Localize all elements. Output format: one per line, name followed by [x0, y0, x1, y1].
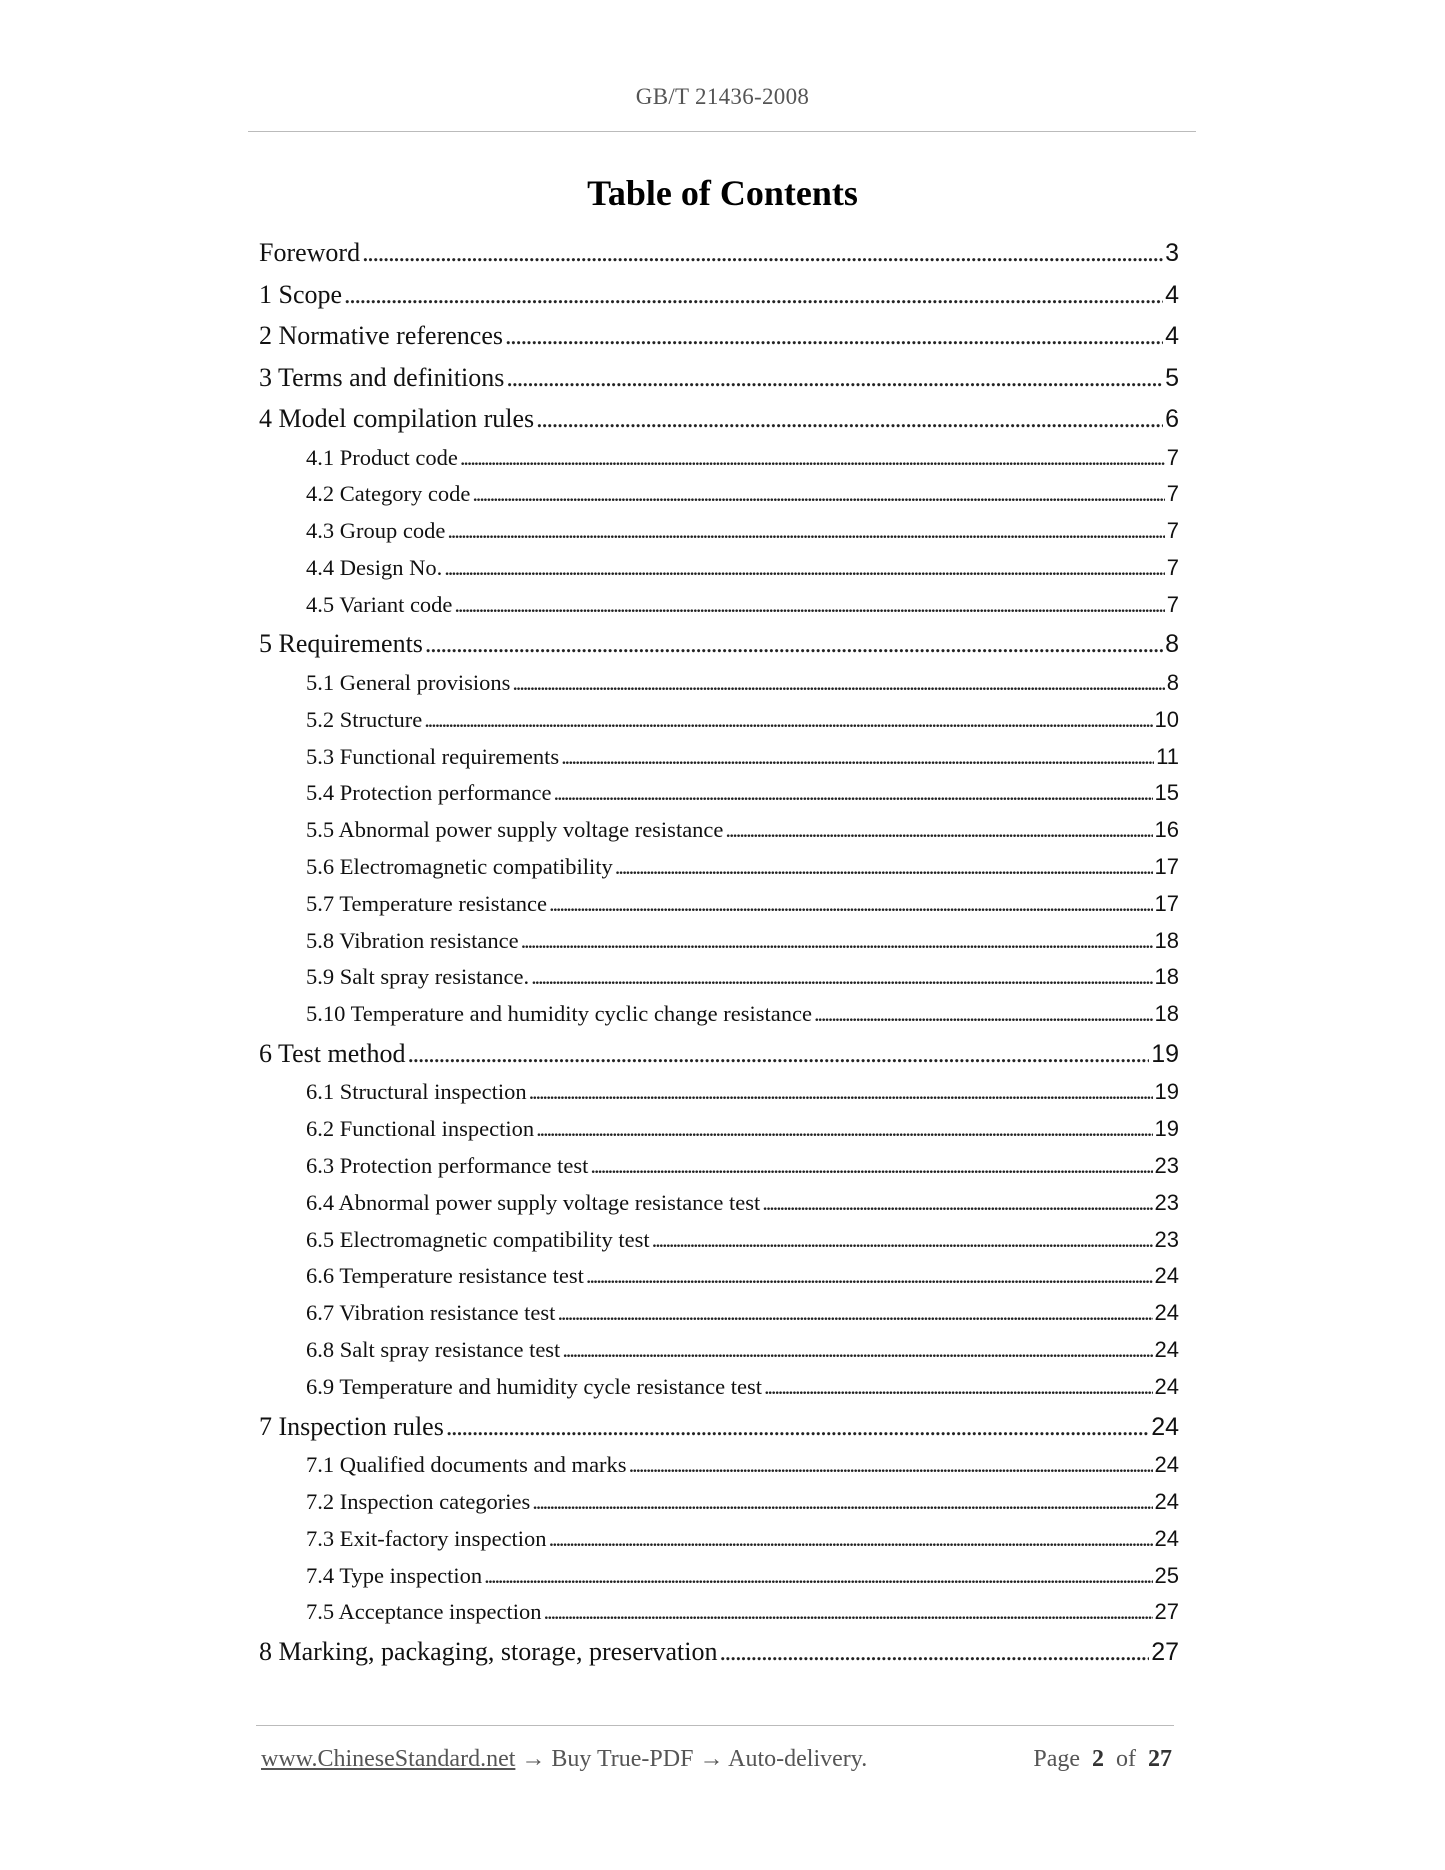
toc-entry-page: 18: [1154, 927, 1179, 953]
dot-leader: [512, 665, 1164, 702]
dot-leader: [532, 1484, 1152, 1521]
toc-entry-page: 4: [1165, 322, 1179, 350]
toc-entry[interactable]: [259, 1258, 1179, 1295]
toc-entry-label: 6.7 Vibration resistance test: [306, 1300, 556, 1326]
dot-leader: [344, 274, 1163, 316]
toc-entry[interactable]: [259, 996, 1179, 1033]
toc-entry-page: 7: [1166, 591, 1179, 617]
toc-title: Table of Contents: [587, 173, 858, 213]
toc-entry[interactable]: [259, 1406, 1179, 1448]
dot-leader: [544, 1594, 1153, 1631]
toc-entry-page: 7: [1166, 554, 1179, 580]
dot-leader: [444, 550, 1165, 587]
toc-entry[interactable]: [259, 1447, 1179, 1484]
toc-entry-page: 24: [1154, 1263, 1179, 1289]
toc-entry[interactable]: [259, 923, 1179, 960]
toc-entry-label: Foreword: [259, 238, 361, 267]
toc-entry-label: 7 Inspection rules: [259, 1411, 444, 1441]
toc-entry-page: 18: [1154, 1001, 1179, 1027]
toc-entry-label: 5.9 Salt spray resistance.: [306, 964, 530, 990]
toc-entry-label: 4.2 Category code: [306, 481, 471, 507]
dot-leader: [814, 996, 1153, 1033]
dot-leader: [362, 232, 1163, 274]
toc-entry-label: 4.4 Design No.: [306, 554, 443, 580]
dot-leader: [424, 702, 1152, 739]
toc-entry[interactable]: [259, 1222, 1179, 1259]
toc-entry[interactable]: [259, 623, 1179, 665]
toc-entry[interactable]: [259, 513, 1179, 550]
toc-entry-label: 5.4 Protection performance: [306, 780, 552, 806]
toc-entry-label: 8 Marking, packaging, storage, preservation: [259, 1637, 718, 1667]
dot-leader: [549, 886, 1152, 923]
toc-entry-page: 24: [1151, 1412, 1179, 1441]
toc-entry[interactable]: [259, 886, 1179, 923]
toc-entry[interactable]: [259, 1484, 1179, 1521]
dot-leader: [460, 440, 1165, 477]
toc-entry-label: 7.1 Qualified documents and marks: [306, 1452, 627, 1478]
toc-entry[interactable]: [259, 959, 1179, 996]
toc-entry-label: 5.10 Temperature and humidity cyclic change resistance: [306, 1001, 812, 1027]
page-indicator: [1033, 1746, 1172, 1773]
toc-entry-page: 17: [1154, 890, 1179, 916]
toc-entry[interactable]: [259, 1033, 1179, 1075]
toc-entry-page: 23: [1154, 1189, 1179, 1215]
toc-entry-label: 5 Requirements: [259, 629, 423, 659]
toc-entry-label: 6 Test method: [259, 1038, 406, 1068]
footer-divider: [256, 1725, 1174, 1726]
toc-entry-label: 5.1 General provisions: [306, 669, 511, 695]
toc-entry-label: 6.8 Salt spray resistance test: [306, 1337, 561, 1363]
toc-entry-label: 5.8 Vibration resistance: [306, 927, 519, 953]
toc-entry-page: 25: [1154, 1562, 1179, 1588]
toc-entry-page: 6: [1165, 405, 1179, 433]
dot-leader: [536, 398, 1163, 440]
toc-entry-page: 7: [1166, 444, 1179, 470]
toc-entry[interactable]: [259, 1148, 1179, 1185]
toc-entry[interactable]: [259, 476, 1179, 513]
dot-leader: [554, 775, 1153, 812]
dot-leader: [529, 1074, 1153, 1111]
toc-entry-label: 4.3 Group code: [306, 518, 446, 544]
toc-entry[interactable]: [259, 665, 1179, 702]
toc-entry-page: 18: [1154, 964, 1179, 990]
dot-leader: [764, 1369, 1153, 1406]
toc-entry-page: 15: [1154, 780, 1179, 806]
toc-entry-page: 27: [1154, 1599, 1179, 1625]
dot-leader: [447, 513, 1164, 550]
toc-entry-label: 5.6 Electromagnetic compatibility: [306, 853, 613, 879]
dot-leader: [521, 923, 1153, 960]
toc-entry-page: 19: [1154, 1116, 1179, 1142]
dot-leader: [484, 1558, 1152, 1595]
toc-entry-page: 11: [1156, 743, 1179, 769]
toc-entry-label: 5.3 Functional requirements: [306, 743, 560, 769]
toc-entry-label: 1 Scope: [259, 279, 343, 309]
toc-entry-label: 6.6 Temperature resistance test: [306, 1263, 584, 1289]
header-divider: [248, 131, 1196, 132]
dot-leader: [762, 1185, 1152, 1222]
toc-entry-label: 2 Normative references: [259, 321, 503, 350]
toc-entry-page: 3: [1165, 239, 1179, 267]
toc-entry-label: 7.3 Exit-factory inspection: [306, 1525, 547, 1551]
toc-entry-label: 4 Model compilation rules: [259, 404, 535, 433]
toc-entry-label: 5.2 Structure: [306, 706, 423, 732]
toc-entry[interactable]: [259, 1074, 1179, 1111]
toc-entry-label: 7.4 Type inspection: [306, 1562, 483, 1588]
toc-entry-page: 8: [1166, 669, 1179, 695]
toc-entry-label: 3 Terms and definitions: [259, 362, 505, 392]
toc-entry[interactable]: [259, 1111, 1179, 1148]
toc-entry-page: 24: [1154, 1525, 1179, 1551]
toc-entry-page: 27: [1151, 1638, 1179, 1667]
toc-entry-label: 6.4 Abnormal power supply voltage resistance test: [306, 1189, 761, 1215]
dot-leader: [506, 357, 1163, 399]
dot-leader: [652, 1222, 1153, 1259]
toc-entry-label: 6.5 Electromagnetic compatibility test: [306, 1226, 650, 1252]
dot-leader: [629, 1447, 1153, 1484]
dot-leader: [536, 1111, 1152, 1148]
toc-entry[interactable]: [259, 812, 1179, 849]
toc-entry-label: 7.5 Acceptance inspection: [306, 1599, 542, 1625]
dot-leader: [425, 623, 1163, 665]
toc-entry[interactable]: [259, 1631, 1179, 1673]
page-total: 27: [1148, 1746, 1172, 1772]
toc-entry-page: 7: [1166, 518, 1179, 544]
dot-leader: [562, 1332, 1152, 1369]
toc-entry[interactable]: [259, 1332, 1179, 1369]
dot-leader: [557, 1295, 1152, 1332]
toc-entry[interactable]: [259, 440, 1179, 477]
toc-entry-page: 24: [1154, 1488, 1179, 1514]
dot-leader: [615, 849, 1153, 886]
dot-leader: [590, 1148, 1152, 1185]
toc-entry[interactable]: [259, 1558, 1179, 1595]
dot-leader: [505, 315, 1163, 357]
toc-entry[interactable]: [259, 1295, 1179, 1332]
toc-entry-label: 6.9 Temperature and humidity cycle resistance test: [306, 1373, 762, 1399]
dot-leader: [549, 1521, 1153, 1558]
toc-entry-page: 24: [1154, 1337, 1179, 1363]
toc-entry-page: 24: [1154, 1300, 1179, 1326]
toc-entry-page: 7: [1166, 481, 1179, 507]
buy-pdf-text: Buy True-PDF: [551, 1746, 694, 1772]
toc-entry-label: 4.1 Product code: [306, 444, 458, 470]
dot-leader: [407, 1033, 1149, 1075]
toc-entry[interactable]: [259, 775, 1179, 812]
toc-entry-page: 23: [1154, 1226, 1179, 1252]
toc-entry[interactable]: [259, 702, 1179, 739]
of-word: of: [1116, 1746, 1136, 1772]
auto-delivery-text: Auto-delivery.: [728, 1746, 868, 1772]
dot-leader: [725, 812, 1152, 849]
toc-entry-label: 4.5 Variant code: [306, 591, 453, 617]
dot-leader: [586, 1258, 1153, 1295]
page-current: 2: [1092, 1746, 1104, 1772]
toc-entry[interactable]: [259, 1594, 1179, 1631]
toc-entry-page: 23: [1154, 1153, 1179, 1179]
dot-leader: [472, 476, 1164, 513]
toc-entry[interactable]: [259, 315, 1179, 357]
dot-leader: [719, 1631, 1149, 1673]
footer-promo: [261, 1746, 867, 1773]
dot-leader: [561, 739, 1154, 776]
toc-entry[interactable]: [259, 1521, 1179, 1558]
toc-entry[interactable]: [259, 849, 1179, 886]
page-word: Page: [1033, 1746, 1080, 1772]
toc-entry[interactable]: [259, 274, 1179, 316]
toc-entry[interactable]: [259, 739, 1179, 776]
toc-entry-page: 16: [1154, 817, 1179, 843]
toc-entry-label: 7.2 Inspection categories: [306, 1488, 531, 1514]
toc-entry[interactable]: [259, 587, 1179, 624]
toc-entry-page: 19: [1154, 1079, 1179, 1105]
toc-entry-page: 24: [1154, 1373, 1179, 1399]
toc-entry-page: 19: [1151, 1039, 1179, 1068]
toc-entry-page: 8: [1165, 630, 1179, 659]
dot-leader: [454, 587, 1164, 624]
toc-entry-page: 10: [1154, 706, 1179, 732]
toc-entry-label: 6.2 Functional inspection: [306, 1116, 535, 1142]
toc-entry[interactable]: [259, 357, 1179, 399]
toc-entry-label: 5.7 Temperature resistance: [306, 890, 548, 916]
arrow-right-icon: →: [699, 1746, 724, 1772]
dot-leader: [446, 1406, 1149, 1448]
toc-entry[interactable]: [259, 1369, 1179, 1406]
toc-entry-label: 5.5 Abnormal power supply voltage resistance: [306, 817, 724, 843]
toc-entry-page: 5: [1165, 363, 1179, 392]
toc-entry[interactable]: [259, 550, 1179, 587]
arrow-right-icon: →: [521, 1746, 546, 1772]
toc-entry-label: 6.1 Structural inspection: [306, 1079, 527, 1105]
toc-entry-label: 6.3 Protection performance test: [306, 1153, 589, 1179]
toc-entry-page: 24: [1154, 1452, 1179, 1478]
toc-entry[interactable]: [259, 232, 1179, 274]
toc-list: [259, 232, 1179, 1673]
running-header: GB/T 21436-2008: [635, 84, 810, 109]
toc-entry-page: 4: [1165, 280, 1179, 309]
toc-entry[interactable]: [259, 1185, 1179, 1222]
toc-entry-page: 17: [1154, 853, 1179, 879]
site-link[interactable]: www.ChineseStandard.net: [261, 1746, 516, 1772]
toc-entry[interactable]: [259, 398, 1179, 440]
dot-leader: [531, 959, 1152, 996]
